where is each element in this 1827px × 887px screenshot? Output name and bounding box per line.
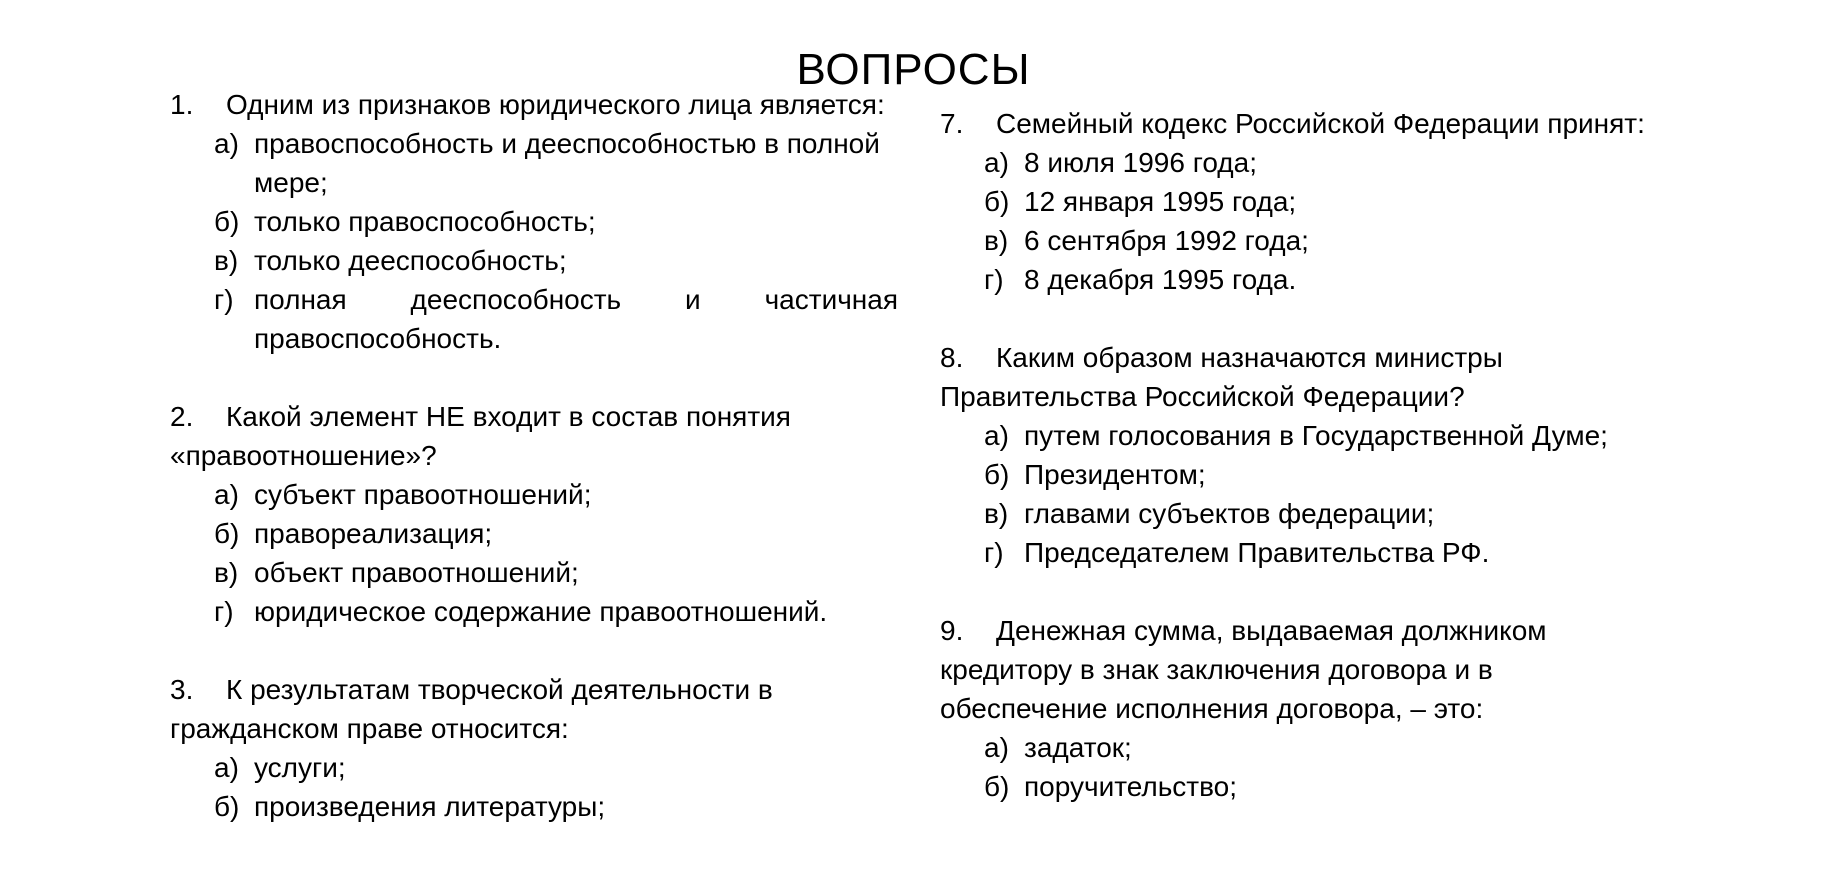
answer-option	[940, 416, 1660, 455]
option-text: только правоспособность;	[254, 206, 596, 237]
answer-option	[170, 124, 898, 202]
answer-option	[170, 202, 898, 241]
answer-options	[170, 475, 898, 631]
answer-option	[940, 767, 1660, 806]
option-letter: б)	[214, 791, 240, 822]
question-body: Денежная сумма, выдаваемая должником кредитору в знак заключения договора и в обеспечение исполнения договора, – это:	[940, 615, 1547, 724]
answer-option	[170, 787, 898, 826]
option-letter: г)	[984, 537, 1004, 568]
question-number: 2.	[170, 401, 194, 432]
question-number: 9.	[940, 615, 964, 646]
option-text: правореализация;	[254, 518, 493, 549]
answer-option	[940, 455, 1660, 494]
option-letter: б)	[984, 771, 1010, 802]
answer-option	[170, 748, 898, 787]
question-text	[170, 85, 898, 124]
question-body: Каким образом назначаются министры Правительства Российской Федерации?	[940, 342, 1503, 412]
option-text: 8 июля 1996 года;	[1024, 147, 1257, 178]
answer-option	[940, 533, 1660, 572]
option-letter: а)	[214, 752, 239, 783]
option-text: субъект правоотношений;	[254, 479, 592, 510]
question-number: 8.	[940, 342, 964, 373]
answer-option	[170, 475, 898, 514]
option-text: юридическое содержание правоотношений.	[254, 596, 828, 627]
option-text: полная дееспособность и частичная правоспособность.	[254, 284, 898, 354]
question-body: К результатам творческой деятельности в гражданском праве относится:	[170, 674, 773, 744]
question-2	[170, 397, 898, 631]
option-letter: а)	[214, 128, 239, 159]
option-letter: б)	[214, 206, 240, 237]
answer-option	[170, 280, 898, 358]
question-number: 3.	[170, 674, 194, 705]
page-title: ВОПРОСЫ	[796, 45, 1031, 95]
option-letter: в)	[214, 557, 239, 588]
answer-options	[170, 748, 898, 826]
answer-option	[170, 241, 898, 280]
answer-option	[170, 514, 898, 553]
question-number: 1.	[170, 89, 194, 120]
question-body: Семейный кодекс Российской Федерации принят:	[996, 108, 1645, 139]
right-column	[940, 104, 1660, 806]
answer-option	[170, 592, 898, 631]
option-letter: в)	[984, 498, 1009, 529]
answer-option	[940, 143, 1660, 182]
option-letter: в)	[984, 225, 1009, 256]
question-number: 7.	[940, 108, 964, 139]
answer-option	[940, 728, 1660, 767]
option-text: произведения литературы;	[254, 791, 606, 822]
option-text: 8 декабря 1995 года.	[1024, 264, 1297, 295]
option-letter: б)	[984, 459, 1010, 490]
option-letter: г)	[214, 284, 234, 315]
option-letter: в)	[214, 245, 239, 276]
question-text	[940, 104, 1660, 143]
option-letter: а)	[214, 479, 239, 510]
option-letter: б)	[984, 186, 1010, 217]
question-7	[940, 104, 1660, 299]
option-text: 6 сентября 1992 года;	[1024, 225, 1309, 256]
option-letter: а)	[984, 147, 1009, 178]
left-column	[170, 85, 898, 826]
answer-option	[940, 260, 1660, 299]
option-letter: а)	[984, 732, 1009, 763]
question-text	[170, 397, 898, 475]
option-text: задаток;	[1024, 732, 1132, 763]
answer-option	[940, 221, 1660, 260]
answer-option	[940, 494, 1660, 533]
option-letter: б)	[214, 518, 240, 549]
option-text: главами субъектов федерации;	[1024, 498, 1435, 529]
option-text: 12 января 1995 года;	[1024, 186, 1297, 217]
question-9	[940, 611, 1660, 806]
answer-options	[940, 143, 1660, 299]
question-3	[170, 670, 898, 826]
question-8	[940, 338, 1660, 572]
option-letter: г)	[984, 264, 1004, 295]
option-text: правоспособность и дееспособностью в полной мере;	[254, 128, 880, 198]
option-text: объект правоотношений;	[254, 557, 579, 588]
question-text	[170, 670, 898, 748]
answer-options	[940, 728, 1660, 806]
question-text	[940, 611, 1660, 728]
answer-option	[170, 553, 898, 592]
option-text: услуги;	[254, 752, 346, 783]
answer-options	[940, 416, 1660, 572]
question-text	[940, 338, 1660, 416]
option-letter: г)	[214, 596, 234, 627]
option-text: путем голосования в Государственной Думе;	[1024, 420, 1608, 451]
question-body: Одним из признаков юридического лица является:	[226, 89, 885, 120]
option-text: Президентом;	[1024, 459, 1206, 490]
option-text: только дееспособность;	[254, 245, 567, 276]
option-text: поручительство;	[1024, 771, 1238, 802]
answer-options	[170, 124, 898, 358]
answer-option	[940, 182, 1660, 221]
option-text: Председателем Правительства РФ.	[1024, 537, 1490, 568]
question-body: Какой элемент НЕ входит в состав понятия «правоотношение»?	[170, 401, 791, 471]
option-letter: а)	[984, 420, 1009, 451]
question-1	[170, 85, 898, 358]
